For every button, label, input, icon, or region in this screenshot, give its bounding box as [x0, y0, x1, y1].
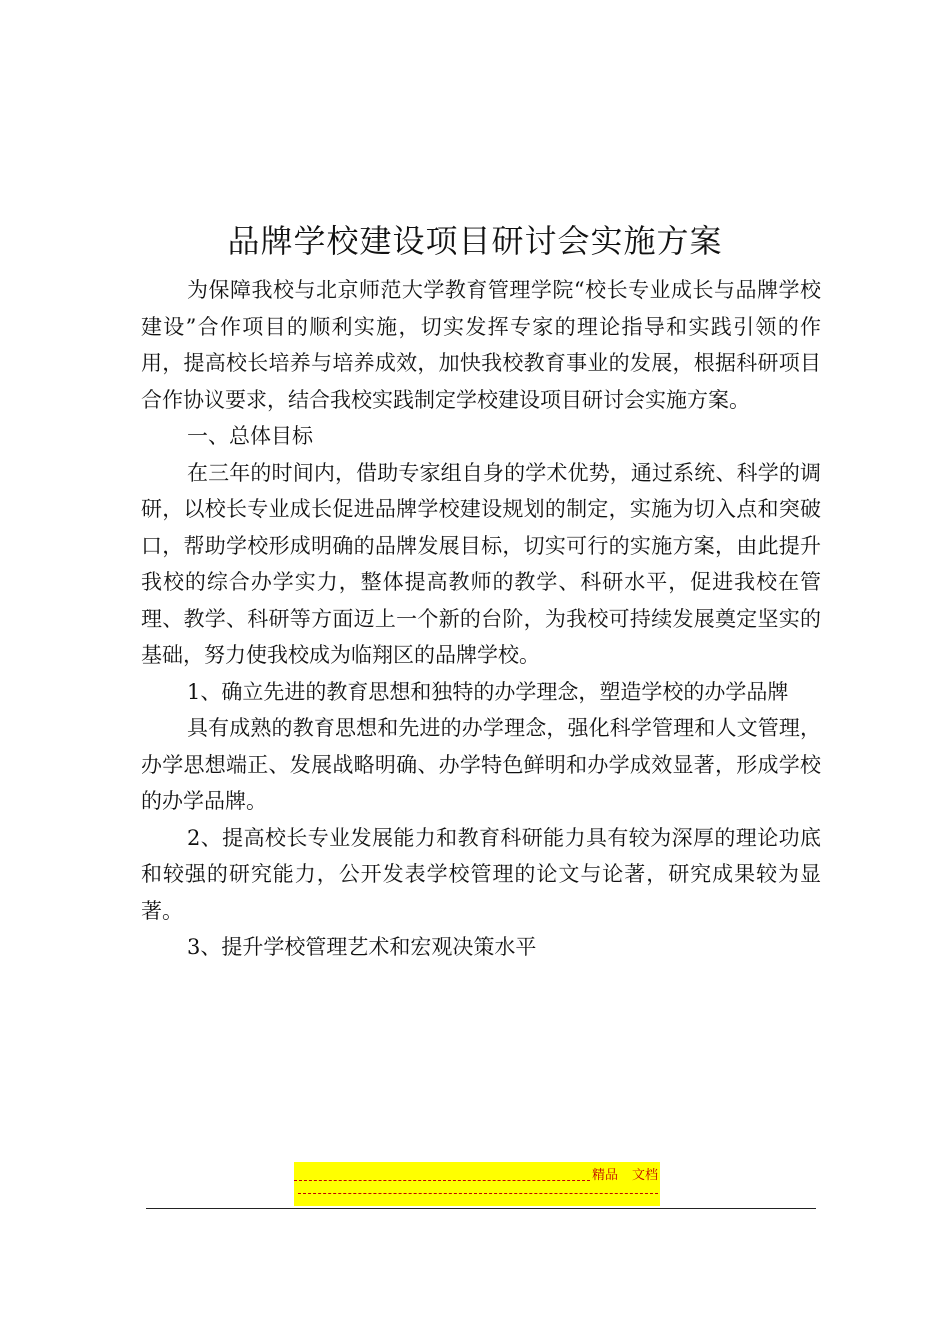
intro-paragraph: 为保障我校与北京师范大学教育管理学院“校长专业成长与品牌学校建设”合作项目的顺利实施，切实发挥专家的理论指导和实践引领的作用，提高校长培养与培养成效，加快我校教育事业的发展，根据科研项目合作协议要求，结合我校实践制定学校建设项目研讨会实施方案。 — [141, 278, 821, 412]
banner-label-right: 文档 — [632, 1168, 659, 1183]
document-body — [141, 272, 821, 966]
item-2-paragraph: 2、提高校长专业发展能力和教育科研能力具有较为深厚的理论功底和较强的研究能力，公开发表学校管理的论文与论著，研究成果较为显著。 — [141, 825, 821, 923]
item-1-heading: 1、确立先进的教育思想和独特的办学理念，塑造学校的办学品牌 — [187, 679, 789, 704]
item-3-heading: 3、提升学校管理艺术和宏观决策水平 — [187, 935, 537, 959]
goal-paragraph: 在三年的时间内，借助专家组自身的学术优势，通过系统、科学的调研，以校长专业成长促进品牌学校建设规划的制定，实施为切入点和突破口，帮助学校形成明确的品牌发展目标，切实可行的实施方案，由此提升我校的综合办学实力，整体提高教师的教学、科研水平，促进我校在管理、教学、科研等方面迈上一个新的台阶，为我校可持续发展奠定坚实的基础，努力使我校成为临翔区的品牌学校。 — [141, 460, 821, 667]
section-heading-overall-goal: 一、总体目标 — [187, 424, 313, 448]
footer-divider — [146, 1208, 816, 1209]
item-1-paragraph: 具有成熟的教育思想和先进的办学理念，强化科学管理和人文管理，办学思想端正、发展战略明确、办学特色鲜明和办学成效显著，形成学校的办学品牌。 — [141, 716, 821, 813]
banner-dashed-leader — [294, 1172, 590, 1181]
banner-label-left: 精品 — [592, 1168, 619, 1183]
banner-top-line — [294, 1168, 660, 1184]
document-title: 品牌学校建设项目研讨会实施方案 — [227, 222, 723, 260]
footer-watermark-banner — [294, 1162, 660, 1206]
banner-dashed-line — [298, 1193, 658, 1194]
